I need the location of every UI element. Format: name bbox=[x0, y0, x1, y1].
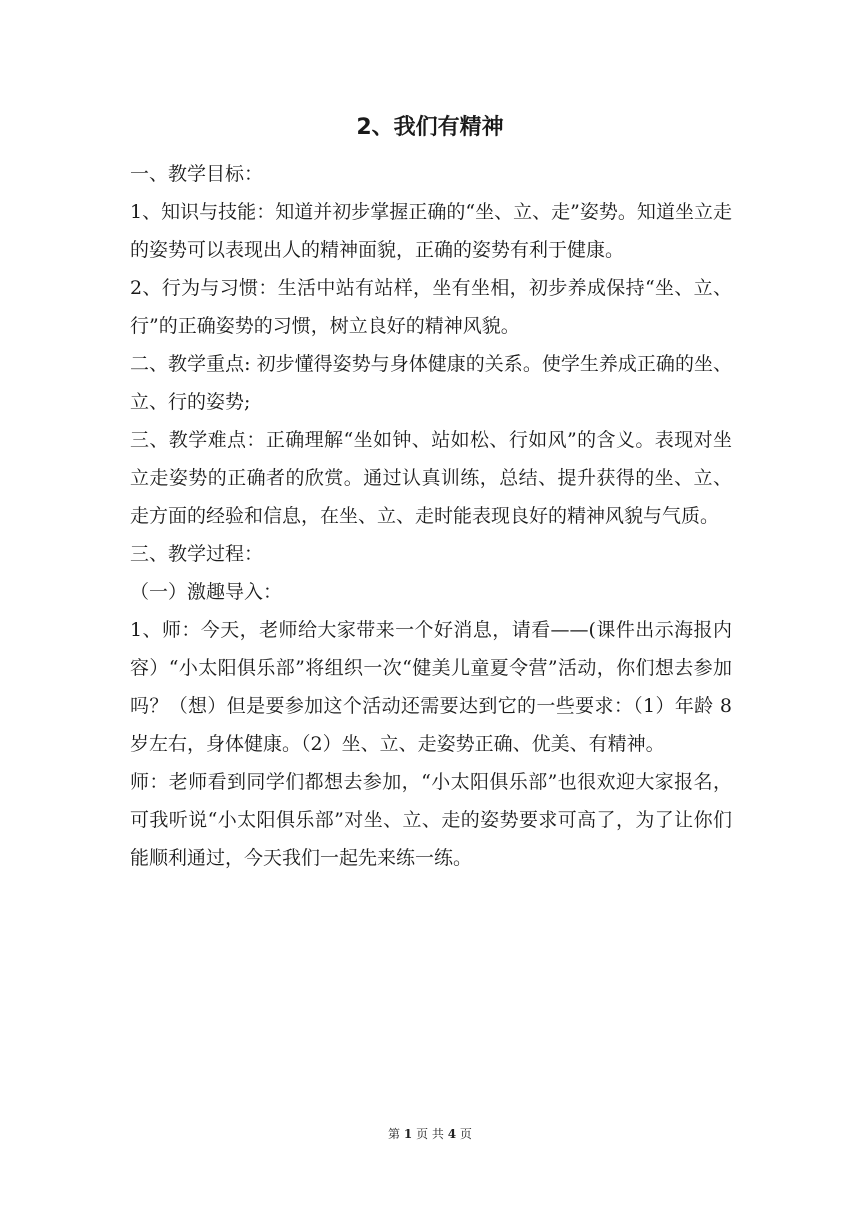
subsection-heading-intro: （一）激趣导入： bbox=[130, 581, 283, 603]
paragraph-difficulties: 三、教学难点：正确理解“坐如钟、站如松、行如风”的含义。表现对坐立走姿势的正确者的欣赏。通过认真训练，总结、提升获得的坐、立、走方面的经验和信息，在坐、立、走时能表现良好的精神风貌与气质。 bbox=[130, 429, 732, 527]
document-body bbox=[130, 155, 732, 877]
footer-suffix: 页 bbox=[459, 1127, 472, 1141]
footer-prefix: 第 bbox=[388, 1127, 401, 1141]
section-heading-objectives: 一、教学目标： bbox=[130, 163, 264, 185]
footer-middle: 页 共 bbox=[416, 1127, 444, 1141]
document-title: 2、我们有精神 bbox=[356, 115, 504, 140]
page-footer bbox=[0, 1126, 860, 1142]
paragraph-knowledge-skills: 1、知识与技能：知道并初步掌握正确的“坐、立、走”姿势。知道坐立走的姿势可以表现出人的精神面貌，正确的姿势有利于健康。 bbox=[130, 201, 732, 261]
paragraph-key-points: 二、教学重点: 初步懂得姿势与身体健康的关系。使学生养成正确的坐、立、行的姿势; bbox=[130, 353, 732, 413]
footer-current-page: 1 bbox=[403, 1127, 413, 1141]
section-heading-process: 三、教学过程： bbox=[130, 543, 264, 565]
footer-total-pages: 4 bbox=[447, 1127, 457, 1141]
paragraph-teacher-practice: 师：老师看到同学们都想去参加，“小太阳俱乐部”也很欢迎大家报名，可我听说“小太阳俱乐部”对坐、立、走的姿势要求可高了，为了让你们能顺利通过，今天我们一起先来练一练。 bbox=[130, 771, 732, 869]
paragraph-teacher-intro: 1、师：今天，老师给大家带来一个好消息，请看——(课件出示海报内容）“小太阳俱乐部”将组织一次“健美儿童夏令营”活动，你们想去参加吗？（想）但是要参加这个活动还需要达到它的一些要求：（1）年龄 8 岁左右，身体健康。（2）坐、立、走姿势正确、优美、有精神。 bbox=[130, 619, 732, 755]
paragraph-behavior-habits: 2、行为与习惯：生活中站有站样，坐有坐相，初步养成保持“坐、立、行”的正确姿势的习惯，树立良好的精神风貌。 bbox=[130, 277, 732, 337]
